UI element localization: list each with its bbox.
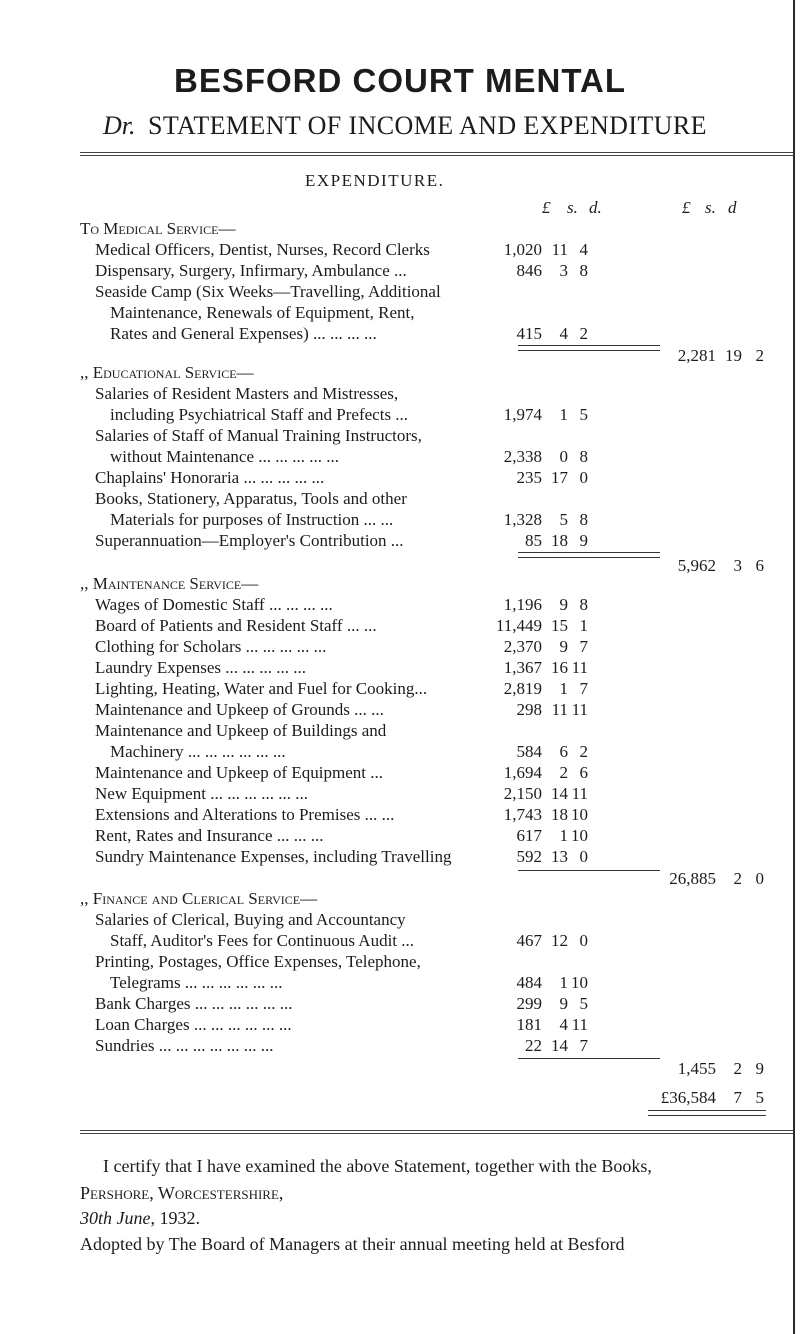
amount: 85 18 9	[525, 531, 588, 550]
line-item: Machinery ... ... ... ... ... ...	[110, 742, 286, 761]
line-item: Maintenance and Upkeep of Buildings and	[95, 721, 387, 740]
certification-place: Pershore, Worcestershire,	[80, 1183, 284, 1203]
amount: 235 17 0	[516, 468, 588, 487]
grand-total: £36,584 7 5	[660, 1088, 764, 1107]
amount: 181 4 11	[516, 1015, 588, 1034]
section-total: 1,455 2 9	[677, 1059, 764, 1078]
line-item: Sundry Maintenance Expenses, including Travelling	[95, 847, 452, 866]
line-item: Bank Charges ... ... ... ... ... ...	[95, 994, 293, 1013]
header-rule-bottom	[80, 155, 793, 156]
line-item: Maintenance and Upkeep of Grounds ... ...	[95, 700, 384, 719]
certification-date: 30th June, 1932.	[80, 1208, 200, 1228]
section-total: 2,281 19 2	[677, 346, 764, 365]
adoption-note: Adopted by The Board of Managers at their annual meeting held at Besford	[80, 1234, 625, 1254]
statement-title: STATEMENT OF INCOME AND EXPENDITURE	[148, 111, 707, 140]
line-item: Superannuation—Employer's Contribution ...	[95, 531, 404, 550]
amount: 1,196 9 8	[503, 595, 588, 614]
subtotal-rule	[518, 870, 660, 871]
line-item: Sundries ... ... ... ... ... ... ...	[95, 1036, 274, 1055]
amount: 467 12 0	[516, 931, 588, 950]
line-item: including Psychiatrical Staff and Prefects ...	[110, 405, 409, 424]
amount: 1,020 11 4	[503, 240, 588, 259]
line-item: Books, Stationery, Apparatus, Tools and other	[95, 489, 407, 508]
line-item: Rent, Rates and Insurance ... ... ...	[95, 826, 324, 845]
line-item: Chaplains' Honoraria ... ... ... ... ...	[95, 468, 325, 487]
amount: 484 1 10	[516, 973, 588, 992]
amount: 584 6 2	[516, 742, 588, 761]
shillings-col-header: s.	[567, 198, 578, 217]
line-item: Seaside Camp (Six Weeks—Travelling, Additional	[95, 282, 441, 301]
line-item: Wages of Domestic Staff ... ... ... ...	[95, 595, 333, 614]
section-total: 5,962 3 6	[677, 556, 764, 575]
amount: 846 3 8	[516, 261, 588, 280]
line-item: Rates and General Expenses) ... ... ... ...	[110, 324, 377, 343]
line-item: Board of Patients and Resident Staff ... ...	[95, 616, 377, 635]
section-title-finance: ,, Finance and Clerical Service—	[80, 889, 318, 908]
line-item: Salaries of Clerical, Buying and Accountancy	[95, 910, 406, 929]
line-item: Staff, Auditor's Fees for Continuous Audit ...	[110, 931, 415, 950]
line-item: Dispensary, Surgery, Infirmary, Ambulance ...	[95, 261, 407, 280]
footer-rule-bottom	[80, 1133, 793, 1134]
amount: 1,743 18 10	[503, 805, 588, 824]
page-title: BESFORD COURT MENTAL	[173, 62, 627, 99]
subtotal-rule	[518, 552, 660, 558]
amount: 1,694 2 6	[503, 763, 588, 782]
amount: 1,328 5 8	[503, 510, 588, 529]
line-item: New Equipment ... ... ... ... ... ...	[95, 784, 308, 803]
line-item: Medical Officers, Dentist, Nurses, Record Clerks	[95, 240, 430, 259]
amount: 1,367 16 11	[503, 658, 588, 677]
line-item: Maintenance, Renewals of Equipment, Rent,	[110, 303, 415, 322]
shillings-total-col-header: s.	[705, 198, 716, 217]
section-total: 26,885 2 0	[669, 869, 764, 888]
line-item: Clothing for Scholars ... ... ... ... ...	[95, 637, 327, 656]
amount: 2,370 9 7	[503, 637, 588, 656]
section-title-maintenance: ,, Maintenance Service—	[80, 574, 259, 593]
amount: 617 1 10	[516, 826, 588, 845]
footer-rule-top	[80, 1130, 793, 1131]
line-item: Laundry Expenses ... ... ... ... ...	[95, 658, 307, 677]
amount: 1,974 1 5	[503, 405, 588, 424]
line-item: Extensions and Alterations to Premises ... ...	[95, 805, 395, 824]
subtotal-rule	[518, 1058, 660, 1059]
section-title-educational: ,, Educational Service—	[80, 363, 254, 382]
pence-total-col-header: d	[728, 198, 737, 217]
line-item: Materials for purposes of Instruction ... ...	[110, 510, 394, 529]
line-item: Maintenance and Upkeep of Equipment ...	[95, 763, 383, 782]
header-rule-top	[80, 152, 793, 153]
amount: 592 13 0	[516, 847, 588, 866]
amount: 2,819 1 7	[503, 679, 588, 698]
line-item: Salaries of Resident Masters and Mistresses,	[95, 384, 399, 403]
grand-total-rule	[648, 1110, 766, 1116]
pounds-total-col-header: £	[682, 198, 691, 217]
right-margin-rule	[793, 0, 795, 1334]
line-item: Salaries of Staff of Manual Training Instructors,	[95, 426, 422, 445]
certification-text: I certify that I have examined the above Statement, together with the Books,	[103, 1156, 652, 1176]
amount: 415 4 2	[516, 324, 588, 343]
section-title-medical: To Medical Service—	[80, 219, 236, 238]
line-item: Loan Charges ... ... ... ... ... ...	[95, 1015, 292, 1034]
amount: 299 9 5	[516, 994, 588, 1013]
amount: 2,150 14 11	[503, 784, 588, 803]
pence-col-header: d.	[589, 198, 602, 217]
line-item: Lighting, Heating, Water and Fuel for Cooking...	[95, 679, 428, 698]
amount: 298 11 11	[516, 700, 588, 719]
amount: 22 14 7	[525, 1036, 588, 1055]
line-item: Printing, Postages, Office Expenses, Telephone,	[95, 952, 421, 971]
pounds-col-header: £	[542, 198, 551, 217]
line-item: without Maintenance ... ... ... ... ...	[110, 447, 339, 466]
amount: 11,449 15 1	[495, 616, 588, 635]
line-item: Telegrams ... ... ... ... ... ...	[110, 973, 283, 992]
subtotal-rule	[518, 345, 660, 351]
expenditure-heading: EXPENDITURE.	[305, 171, 445, 190]
amount: 2,338 0 8	[503, 447, 588, 466]
debit-marker: Dr.	[103, 111, 136, 140]
